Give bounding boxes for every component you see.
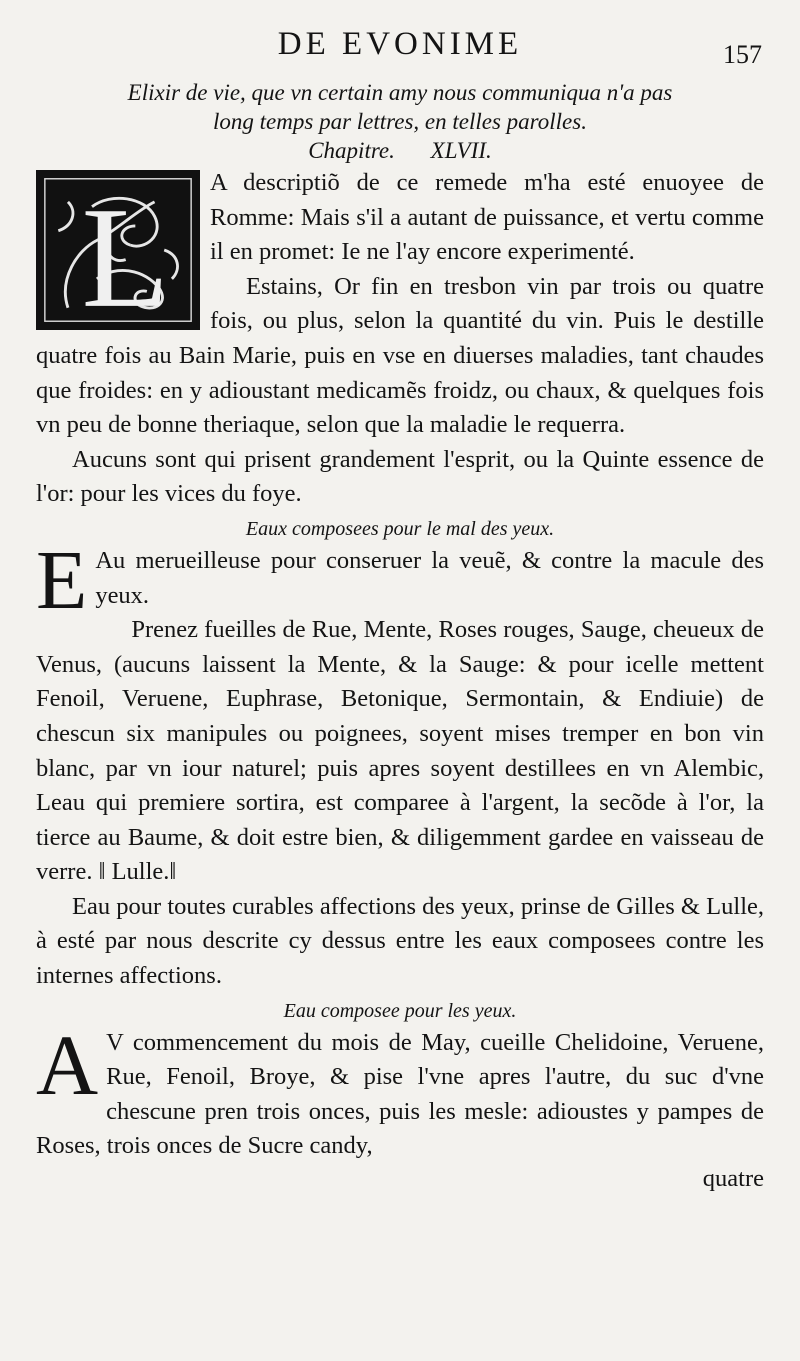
page-number: 157	[723, 40, 762, 69]
drop-cap-a: A	[36, 1016, 99, 1113]
eyes2-paragraph-1: V commencement du mois de May, cueille Chelidoine, Veruene, Rue, Fenoil, Broye, & pise l'vne apres l'autre, du suc d'vne chescune pren trois onces, puis les mesle: adioustes y pampes de Roses, trois onces de Sucre candy,	[36, 1028, 764, 1160]
chapter-heading	[36, 136, 764, 166]
chapter-numeral: XLVII.	[430, 138, 492, 163]
elixir-paragraph-2: Estains, Or fin en tresbon vin par trois ou quatre fois, ou plus, selon la quantité du vin. Puis le destille quatre fois au Bain Marie, puis en vse en diuerses maladies, tant chaudes que froides: en y adioustant medicamẽs froidz, ou chaux, & quelques fois vn peu de bonne theriaque, selon que la maladie le requerra.	[36, 272, 764, 439]
page-header	[0, 26, 800, 70]
woodcut-ornament-icon	[39, 173, 197, 327]
section-heading-eyes-2: Eau composee pour les yeux.	[283, 999, 517, 1022]
eyes-section-2	[36, 1016, 764, 1164]
eyes-section-1	[36, 533, 764, 994]
chapter-label: Chapitre.	[308, 138, 395, 163]
eyes1-paragraph-2-text: Prenez fueilles de Rue, Mente, Roses rouges, Sauge, cheueux de Venus, (aucuns laissent la Mente, & la Sauge: & pour icelle mettent Fenoil, Veruene, Euphrase, Betonique, Sermontain, & Endiuie) de chescun six manipules ou poignees, soyent mises tremper en bon vin blanc, par vn iour naturel; puis apres soyent destillees en vn Alembic, Leau qui premiere sortira, est comparee à l'argent, la secõde à l'or, la tierce au Baume, & doit estre bien, & diligemment gardee en vaisseau de verre.	[36, 616, 764, 886]
eyes1-paragraph-3: Eau pour toutes curables affections des yeux, prinse de Gilles & Lulle, à esté par nous descrite cy dessus entre les eaux composees contre les internes affections.	[36, 892, 764, 990]
section-heading-eyes-1: Eaux composees pour le mal des yeux.	[245, 517, 555, 540]
running-title: DE EVONIME	[277, 26, 523, 62]
chapter-title	[36, 78, 764, 136]
lulle-reference: ‖ Lulle.‖	[98, 858, 177, 886]
eyes1-paragraph-2	[36, 613, 764, 890]
elixir-paragraph-3: Aucuns sont qui prisent grandement l'esprit, ou la Quinte essence de l'or: pour les vices du foye.	[36, 445, 764, 508]
chapter-title-line-1: Elixir de vie, que vn certain amy nous communiqua n'a pas	[127, 80, 673, 105]
woodcut-initial-l-icon	[36, 170, 200, 330]
page-body	[36, 78, 764, 1194]
drop-cap-e: E	[36, 533, 88, 627]
chapter-title-line-2: long temps par lettres, en telles parolles.	[213, 109, 587, 134]
woodcut-letter: L	[81, 177, 170, 327]
eyes1-paragraph-1: Au merueilleuse pour conseruer la veuẽ, & contre la macule des yeux.	[95, 546, 764, 609]
elixir-paragraph-1: A descriptiõ de ce remede m'ha esté enuoyee de Romme: Mais s'il a autant de puissance, et vertu comme il en promet: Ie ne l'ay encore experimenté.	[210, 169, 764, 266]
catchword: quatre	[702, 1165, 764, 1193]
